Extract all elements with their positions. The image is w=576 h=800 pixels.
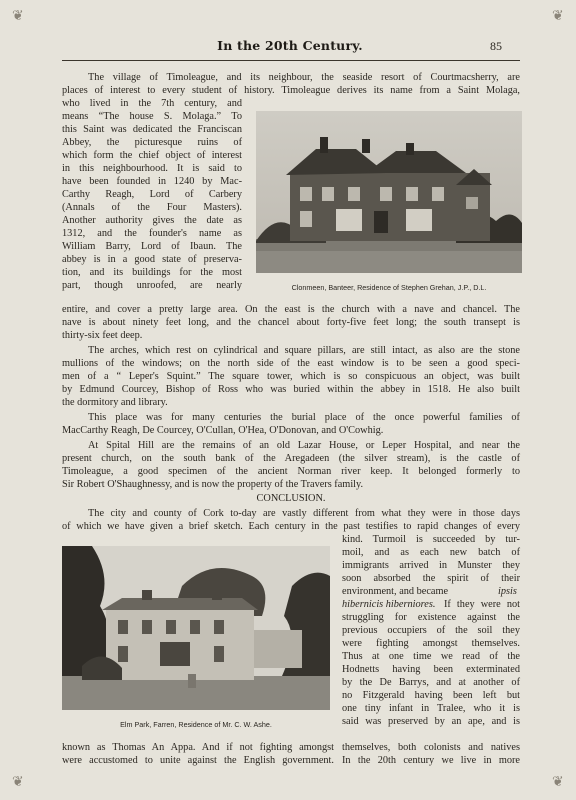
body-text-line: moil, and as each new batch of (342, 547, 520, 558)
latin-phrase: hibernicis hiberniores. (342, 599, 436, 610)
body-text-line: The arches, which rest on cylindrical and square pillars, are still intact, as also are the stone (88, 345, 520, 356)
photo-clonmeen-house (256, 111, 522, 273)
body-text-line: which form the chief object of interest (62, 150, 242, 161)
body-text-line: men of a “ Leper's Squint.” The square tower, which is so conspicuous an object, was built (62, 371, 520, 382)
body-text-line: At Spital Hill are the remains of an old Lazar House, or Leper Hospital, and near the (88, 440, 520, 451)
body-text-line: William Barry, Lord of Ibaun. The (62, 241, 242, 252)
body-text-line: one tiny infant in Tralee, who it is (342, 703, 520, 714)
body-text-line: If they were not (444, 599, 520, 610)
body-text-line: entire, and cover a pretty large area. On the east is the church with a nave and chancel. The (62, 304, 520, 315)
body-text-line: Carthy Reagh, Lord of Carbery (62, 189, 242, 200)
body-text-line: no Fitzgerald having been left but (342, 690, 520, 701)
body-text-line: struggling for existence against the (342, 612, 520, 623)
body-text-line: known as Thomas An Appa. And if not fighting amongst (62, 742, 334, 753)
body-text-line: The city and county of Cork to-day are vastly different from what they were in those days (88, 508, 520, 519)
body-text-line: in this neighbourhood. It is said to (62, 163, 242, 174)
body-text-line: mullions of the windows; on the north side of the east window is to be seen a good speci- (62, 358, 520, 369)
body-text-line: by Edmund Courcey, Bishop of Ross who was buried within the abbey in 1518. He also built (62, 384, 520, 395)
photo-caption: Elm Park, Farren, Residence of Mr. C. W. Ashe. (120, 720, 272, 729)
body-text-line: Timoleague, a good specimen of the ancient Norman river keep. It belonged formerly to (62, 466, 520, 477)
body-text-line: Hodnetts having been exterminated (342, 664, 520, 675)
section-heading-conclusion: CONCLUSION. (256, 493, 326, 504)
body-text-line: (Annals of the Four Masters). (62, 202, 242, 213)
corner-ornament-icon: ❦ (552, 775, 564, 790)
body-text-line: Thus at one time we read of the (342, 651, 520, 662)
body-text-line: abbey is in a good state of preserva- (62, 254, 242, 265)
body-text-line: immigrants arrived in Munster they (342, 560, 520, 571)
body-text-line: by the De Barrys, and at another of (342, 677, 520, 688)
body-text-line: means “The house S. Molaga.” To (62, 111, 242, 122)
body-text-line: Abbey, the picturesque ruins of (62, 137, 242, 148)
body-text-line: of which we have given a brief sketch. Each century in the past testifies to rapid changes of every (62, 521, 520, 532)
body-text-line: previous occupiers of the soil they (342, 625, 520, 636)
running-header-title: In the 20th Century. (217, 38, 363, 53)
body-text-line: The village of Timoleague, and its neighbour, the seaside resort of Courtmacsherry, are (88, 72, 520, 83)
body-text-line: Sir Robert O'Shaughnessy, and is now the property of the Travers family. (62, 479, 364, 490)
body-text-line: tion, and its buildings for the most (62, 267, 242, 278)
house-illustration (256, 111, 522, 273)
body-text-line: thirty-six feet deep. (62, 330, 143, 341)
body-text-line: nave is about ninety feet long, and the chancel about forty-five feet long; the south transept is (62, 317, 520, 328)
corner-ornament-icon: ❦ (12, 9, 24, 24)
body-text-line: the dormitory and library. (62, 397, 168, 408)
body-text-line: said was preserved by an ape, and is (342, 716, 520, 727)
body-text-line: themselves, both colonists and natives (342, 742, 520, 753)
photo-elm-park-house (62, 546, 330, 710)
body-text-line: were accustomed to unite against the English government. (62, 755, 334, 766)
body-text-line: who lived in the 7th century, and (62, 98, 242, 109)
body-text-line: have been founded in 1240 by Mac- (62, 176, 242, 187)
corner-ornament-icon: ❦ (552, 9, 564, 24)
body-text-line: MacCarthy Reagh, De Courcey, O'Cullan, O'Hea, O'Donovan, and O'Cowhig. (62, 425, 384, 436)
corner-ornament-icon: ❦ (12, 775, 24, 790)
body-text-line: environment, and became (342, 586, 449, 597)
body-text-line: places of interest to every student of history. Timoleague derives its name from a Saint Molaga, (62, 85, 520, 96)
body-text-line: present church, on the south bank of the Aregadeen (the silver stream), is the castle of (62, 453, 520, 464)
photo-caption: Clonmeen, Banteer, Residence of Stephen Grehan, J.P., D.L. (291, 283, 487, 292)
body-text-line: Another authority gives the date as (62, 215, 242, 226)
header-rule (62, 60, 520, 61)
body-text-line: kind. Turmoil is succeeded by tur- (342, 534, 520, 545)
latin-phrase: ipsis (498, 586, 517, 597)
house-illustration (62, 546, 330, 710)
body-text-line: were fighting amongst themselves. (342, 638, 520, 649)
body-text-line: soon absorbed the spirit of their (342, 573, 520, 584)
body-text-line: 1312, and the founder's name as (62, 228, 242, 239)
body-text-line: In the 20th century we live in more (342, 755, 520, 766)
page-number: 85 (490, 39, 502, 53)
body-text-line: part, though unroofed, are nearly (62, 280, 242, 291)
body-text-line: this Saint was dedicated the Franciscan (62, 124, 242, 135)
body-text-line: This place was for many centuries the burial place of the once powerful families of (88, 412, 520, 423)
